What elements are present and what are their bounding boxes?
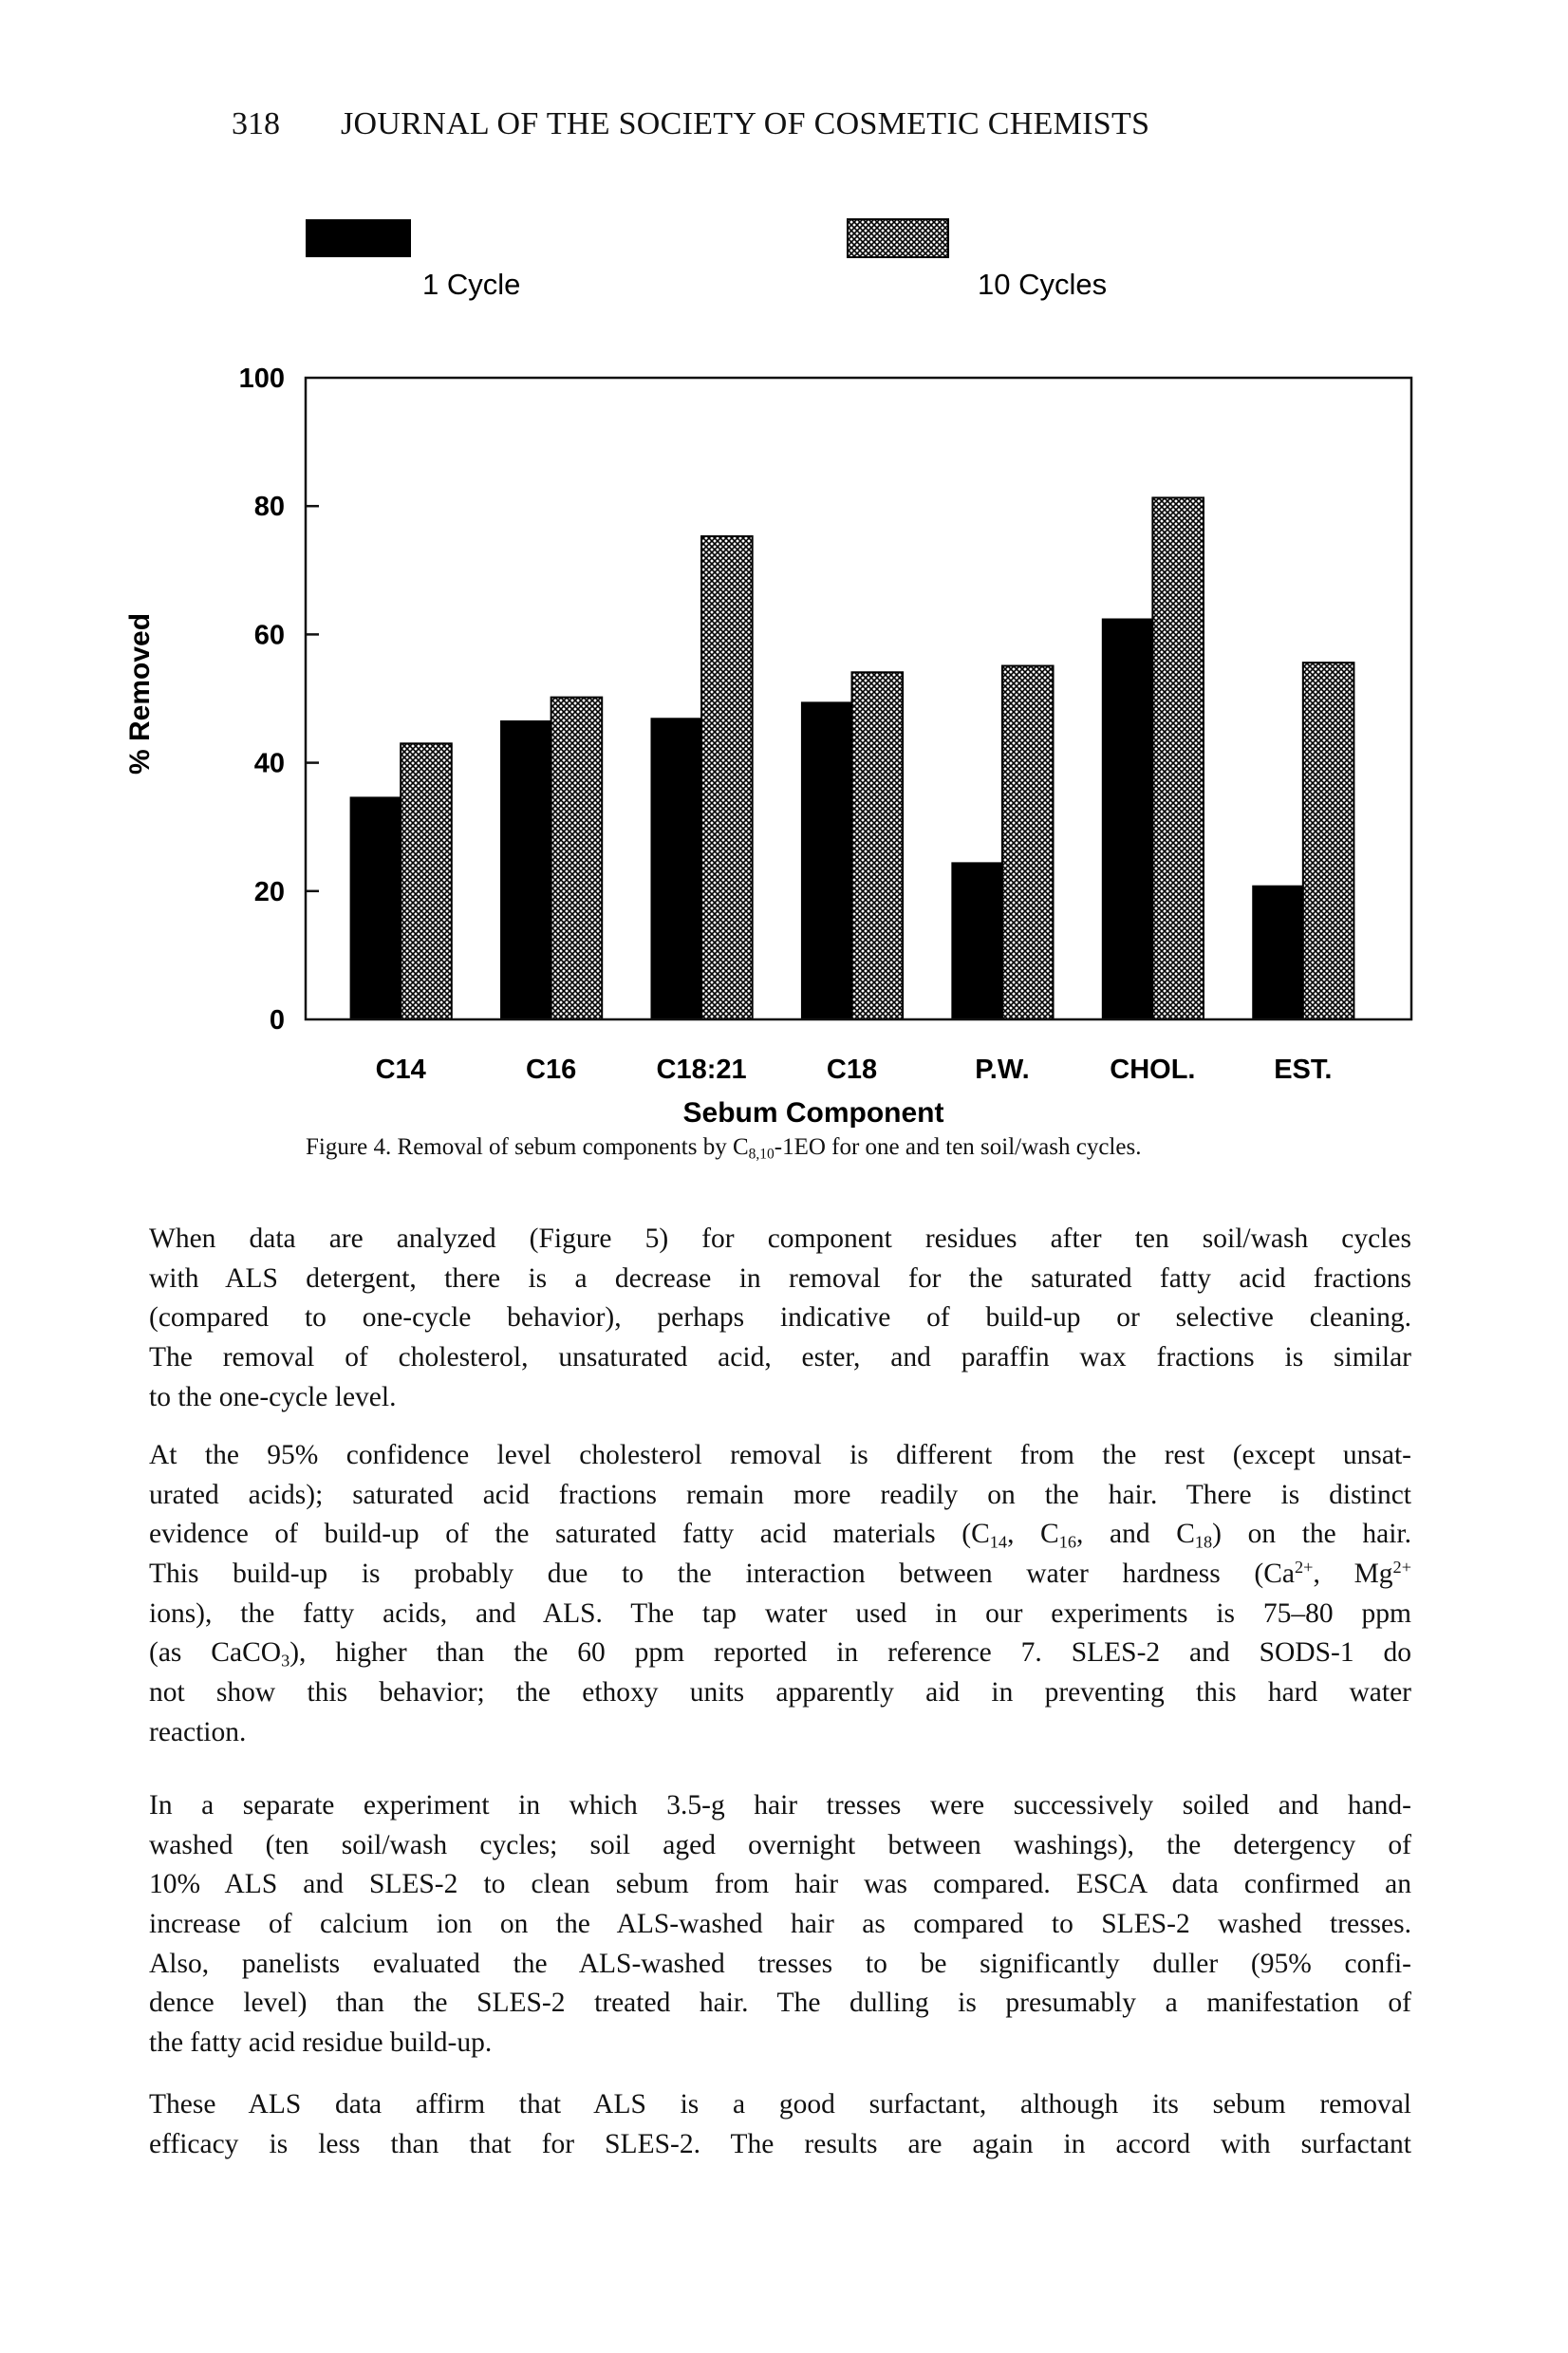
running-title: JOURNAL OF THE SOCIETY OF COSMETIC CHEMISTS — [341, 106, 1150, 141]
text-line — [149, 2125, 1411, 2165]
paragraph-4 — [149, 2085, 1411, 2164]
text-line — [149, 2085, 1411, 2125]
bar-1-cycle-6 — [1252, 886, 1303, 1019]
subscript: 16 — [1058, 1532, 1077, 1552]
bar-10-cycles-2 — [701, 536, 753, 1019]
text-line — [149, 1826, 1411, 1866]
text-run: evidence of build-up of the saturated fatty acid materials (C — [149, 1519, 990, 1550]
text-line — [149, 1298, 1411, 1338]
text-run: At the 95% confidence level cholesterol removal is different from the rest (except unsat- — [149, 1440, 1411, 1470]
text-run: , C — [1007, 1519, 1059, 1550]
text-line — [149, 2024, 1411, 2064]
text-run: dence level) than the SLES-2 treated hair. The dulling is presumably a manifestation of — [149, 1988, 1411, 2019]
paragraph-1 — [149, 1220, 1411, 1417]
y-tick-label: 100 — [238, 364, 285, 394]
legend-label-10-cycles: 10 Cycles — [978, 268, 1108, 301]
text-line — [149, 1595, 1411, 1634]
text-run: washed (ten soil/wash cycles; soil aged overnight between washings), the detergency of — [149, 1829, 1411, 1860]
x-tick-label: C18:21 — [656, 1055, 747, 1085]
bar-1-cycle-4 — [951, 862, 1002, 1019]
text-run: , and C — [1076, 1519, 1195, 1550]
y-tick-label: 40 — [253, 748, 285, 779]
text-run: (compared to one-cycle behavior), perhaps indicative of build-up or selective cleaning. — [149, 1302, 1411, 1334]
text-line — [149, 1260, 1411, 1299]
text-run: ions), the fatty acids, and ALS. The tap water used in our experiments is 75–80 ppm — [149, 1597, 1411, 1629]
text-line — [149, 1673, 1411, 1713]
text-run: to the one-cycle level. — [149, 1381, 397, 1412]
subscript: 14 — [989, 1532, 1008, 1552]
text-run: These ALS data affirm that ALS is a good surfactant, although its sebum removal — [149, 2089, 1411, 2120]
text-run: ), higher than the 60 ppm reported in reference 7. SLES-2 and SODS-1 do — [289, 1637, 1411, 1669]
legend-label-1-cycle: 1 Cycle — [422, 268, 521, 301]
text-run: Figure 4. Removal of sebum components by C — [306, 1134, 749, 1160]
legend-swatch-10-cycles — [848, 219, 948, 257]
text-line — [149, 1634, 1411, 1673]
text-run: the fatty acid residue build-up. — [149, 2027, 493, 2059]
bar-10-cycles-6 — [1303, 663, 1354, 1019]
text-line — [149, 1476, 1411, 1516]
legend — [306, 219, 1107, 301]
subscript: 18 — [1194, 1532, 1213, 1552]
text-run: ) on the hair. — [1212, 1519, 1411, 1550]
text-line — [149, 1515, 1411, 1555]
superscript: 2+ — [1295, 1558, 1314, 1578]
text-line — [149, 1338, 1411, 1378]
text-line — [149, 1984, 1411, 2024]
paragraph-3 — [149, 1786, 1411, 2064]
text-line — [149, 1555, 1411, 1595]
bar-1-cycle-1 — [500, 720, 551, 1019]
text-line — [149, 1220, 1411, 1260]
x-tick-label: C16 — [526, 1055, 577, 1085]
subscript: 8,10 — [748, 1146, 775, 1163]
x-axis-label: Sebum Component — [682, 1097, 944, 1129]
text-run: with ALS detergent, there is a decrease in removal for the saturated fatty acid fractions — [149, 1262, 1411, 1294]
text-run: increase of calcium ion on the ALS-washed hair as compared to SLES-2 washed tresses. — [149, 1909, 1411, 1940]
subscript: 3 — [281, 1651, 290, 1671]
y-tick-label: 80 — [253, 492, 285, 523]
text-line — [149, 1436, 1411, 1476]
text-run: , Mg — [1313, 1559, 1393, 1590]
text-run: When data are analyzed (Figure 5) for component residues after ten soil/wash cycles — [149, 1223, 1411, 1254]
bar-1-cycle-5 — [1102, 619, 1153, 1020]
text-run: (as CaCO — [149, 1637, 282, 1669]
text-line — [149, 1786, 1411, 1826]
x-tick-label: CHOL. — [1110, 1055, 1196, 1085]
text-line — [149, 1378, 1411, 1418]
x-tick-label: P.W. — [975, 1055, 1030, 1085]
bar-1-cycle-2 — [650, 718, 701, 1019]
plot-area — [239, 364, 1411, 1085]
page-number: 318 — [232, 106, 280, 141]
bar-10-cycles-0 — [401, 743, 452, 1019]
text-run: In a separate experiment in which 3.5-g hair tresses were successively soiled and hand- — [149, 1790, 1411, 1821]
bar-10-cycles-4 — [1002, 666, 1054, 1019]
text-run: The removal of cholesterol, unsaturated acid, ester, and paraffin wax fractions is similar — [149, 1342, 1411, 1373]
paragraph-2 — [149, 1436, 1411, 1753]
y-tick-label: 20 — [253, 876, 285, 907]
text-run: -1EO for one and ten soil/wash cycles. — [774, 1134, 1142, 1160]
text-run: urated acids); saturated acid fractions remain more readily on the hair. There is distinct — [149, 1479, 1411, 1510]
text-line — [149, 1905, 1411, 1945]
figure-caption — [306, 1134, 1141, 1161]
x-tick-label: C14 — [375, 1055, 426, 1085]
x-tick-label: EST. — [1274, 1055, 1333, 1085]
bar-10-cycles-1 — [551, 698, 603, 1019]
figure-4-chart — [0, 0, 1568, 1130]
y-axis-label: % Removed — [124, 612, 156, 775]
x-tick-label: C18 — [826, 1055, 878, 1085]
superscript: 2+ — [1392, 1558, 1411, 1578]
text-line — [149, 1865, 1411, 1905]
text-run: 10% ALS and SLES-2 to clean sebum from hair was compared. ESCA data confirmed an — [149, 1869, 1411, 1900]
text-run: efficacy is less than that for SLES-2. The results are again in accord with surfactant — [149, 2128, 1411, 2159]
text-run: Also, panelists evaluated the ALS-washed tresses to be significantly duller (95% confi- — [149, 1948, 1411, 1979]
bar-10-cycles-5 — [1152, 497, 1204, 1019]
y-tick-label: 60 — [253, 620, 285, 651]
text-line — [149, 1713, 1411, 1753]
y-tick-label: 0 — [269, 1005, 285, 1036]
text-run: This build-up is probably due to the interaction between water hardness (Ca — [149, 1559, 1296, 1590]
legend-swatch-1-cycle — [306, 219, 411, 257]
bar-10-cycles-3 — [852, 672, 904, 1019]
text-run: not show this behavior; the ethoxy units apparently aid in preventing this hard water — [149, 1677, 1411, 1709]
text-line — [149, 1945, 1411, 1985]
bar-1-cycle-0 — [350, 796, 401, 1019]
text-run: reaction. — [149, 1716, 247, 1747]
bar-1-cycle-3 — [801, 701, 852, 1019]
